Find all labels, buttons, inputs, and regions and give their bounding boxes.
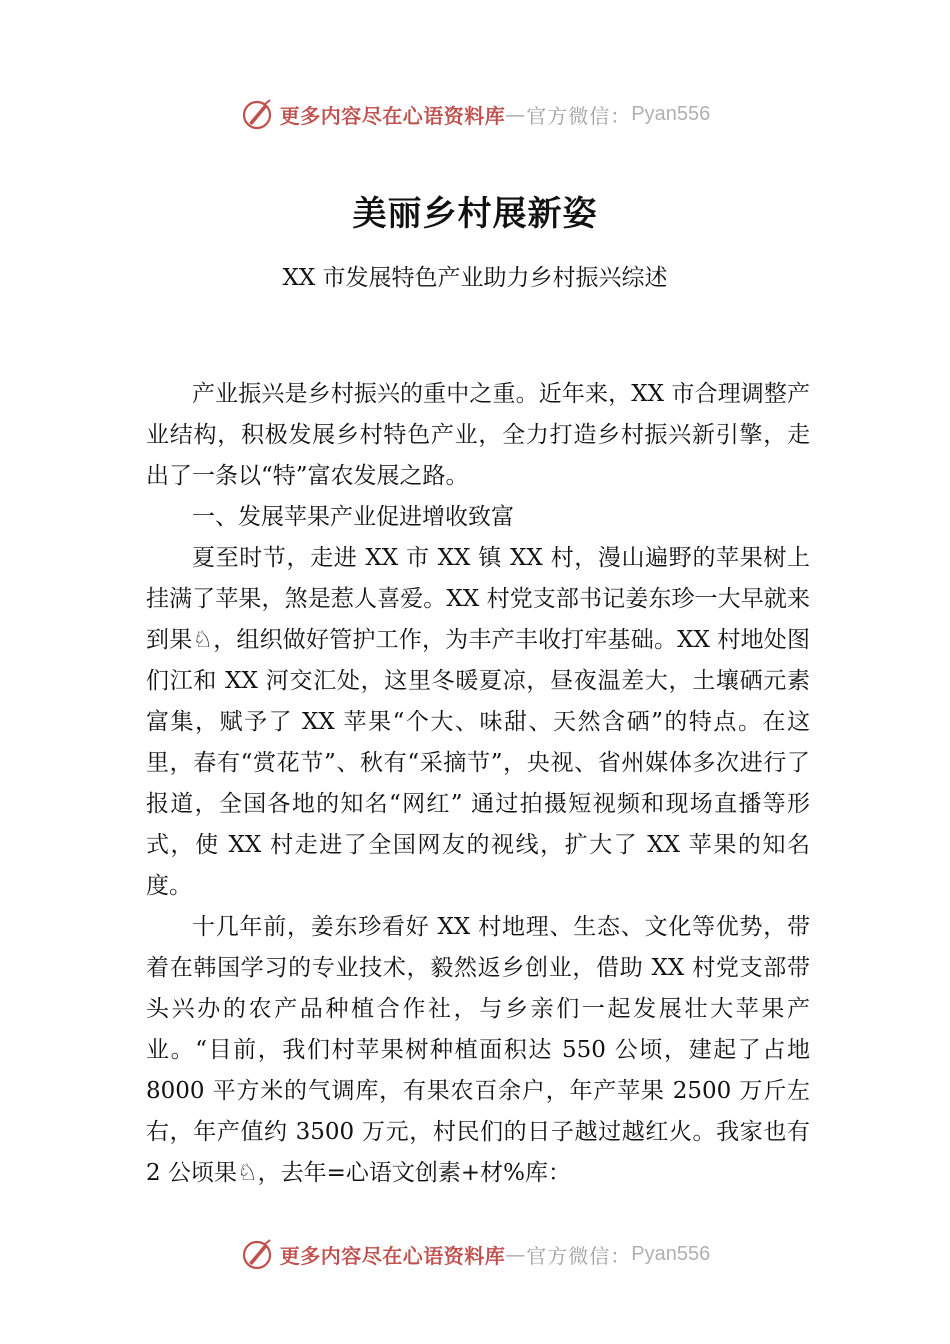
document-body xyxy=(146,374,810,1194)
promo-text: 更多内容尽在心语资料库 xyxy=(279,1243,506,1268)
wechat-handle: Pyan556 xyxy=(631,1242,711,1265)
wechat-label: 官方微信： xyxy=(526,103,632,128)
document-subtitle: XX 市发展特色产业助力乡村振兴综述 xyxy=(282,265,668,291)
dash-separator: — xyxy=(505,102,527,126)
dash-separator: — xyxy=(505,1242,527,1266)
wechat-handle: Pyan556 xyxy=(631,102,711,125)
wechat-label: 官方微信： xyxy=(526,1243,632,1268)
quill-logo-icon xyxy=(240,97,274,131)
paragraph-jiang-dongzhen: 十几年前，姜东珍看好 XX 村地理、生态、文化等优势，带着在韩国学习的专业技术，毅然返乡创业，借助 XX 村党支部带头兴办的农产品种植合作社，与乡亲们一起发展壮大苹果产业。“目前，我们村苹果树种植面积达 550 公顷，建起了占地 8000 平方米的气调库，有果农百余户，年产苹果 2500 万斤左右，年产值约 3500 万元，村民们的日子越过越红火。我家也有 2 公顷果♘，去年=心语文创素+材%库： xyxy=(146,914,810,1186)
footer-watermark-banner xyxy=(0,1234,950,1274)
paragraph-intro: 产业振兴是乡村振兴的重中之重。近年来，XX 市合理调整产业结构，积极发展乡村特色产业，全力打造乡村振兴新引擎，走出了一条以“特”富农发展之路。 xyxy=(146,381,810,489)
document-title: 美丽乡村展新姿 xyxy=(352,194,598,234)
quill-logo-icon xyxy=(240,1237,274,1271)
promo-text: 更多内容尽在心语资料库 xyxy=(279,103,506,128)
header-watermark-banner xyxy=(0,94,950,134)
paragraph-apple-village: 夏至时节，走进 XX 市 XX 镇 XX 村，漫山遍野的苹果树上挂满了苹果，煞是惹人喜爱。XX 村党支部书记姜东珍一大早就来到果♘，组织做好管护工作，为丰产丰收打牢基础。XX 村地处图们江和 XX 河交汇处，这里冬暖夏凉，昼夜温差大，土壤硒元素富集，赋予了 XX 苹果“个大、味甜、天然含硒”的特点。在这里，春有“赏花节”、秋有“采摘节”，央视、省州媒体多次进行了报道，全国各地的知名“网红” 通过拍摄短视频和现场直播等形式，使 XX 村走进了全国网友的视线，扩大了 XX 苹果的知名度。 xyxy=(146,545,810,899)
section-heading: 一、发展苹果产业促进增收致富 xyxy=(192,504,514,530)
